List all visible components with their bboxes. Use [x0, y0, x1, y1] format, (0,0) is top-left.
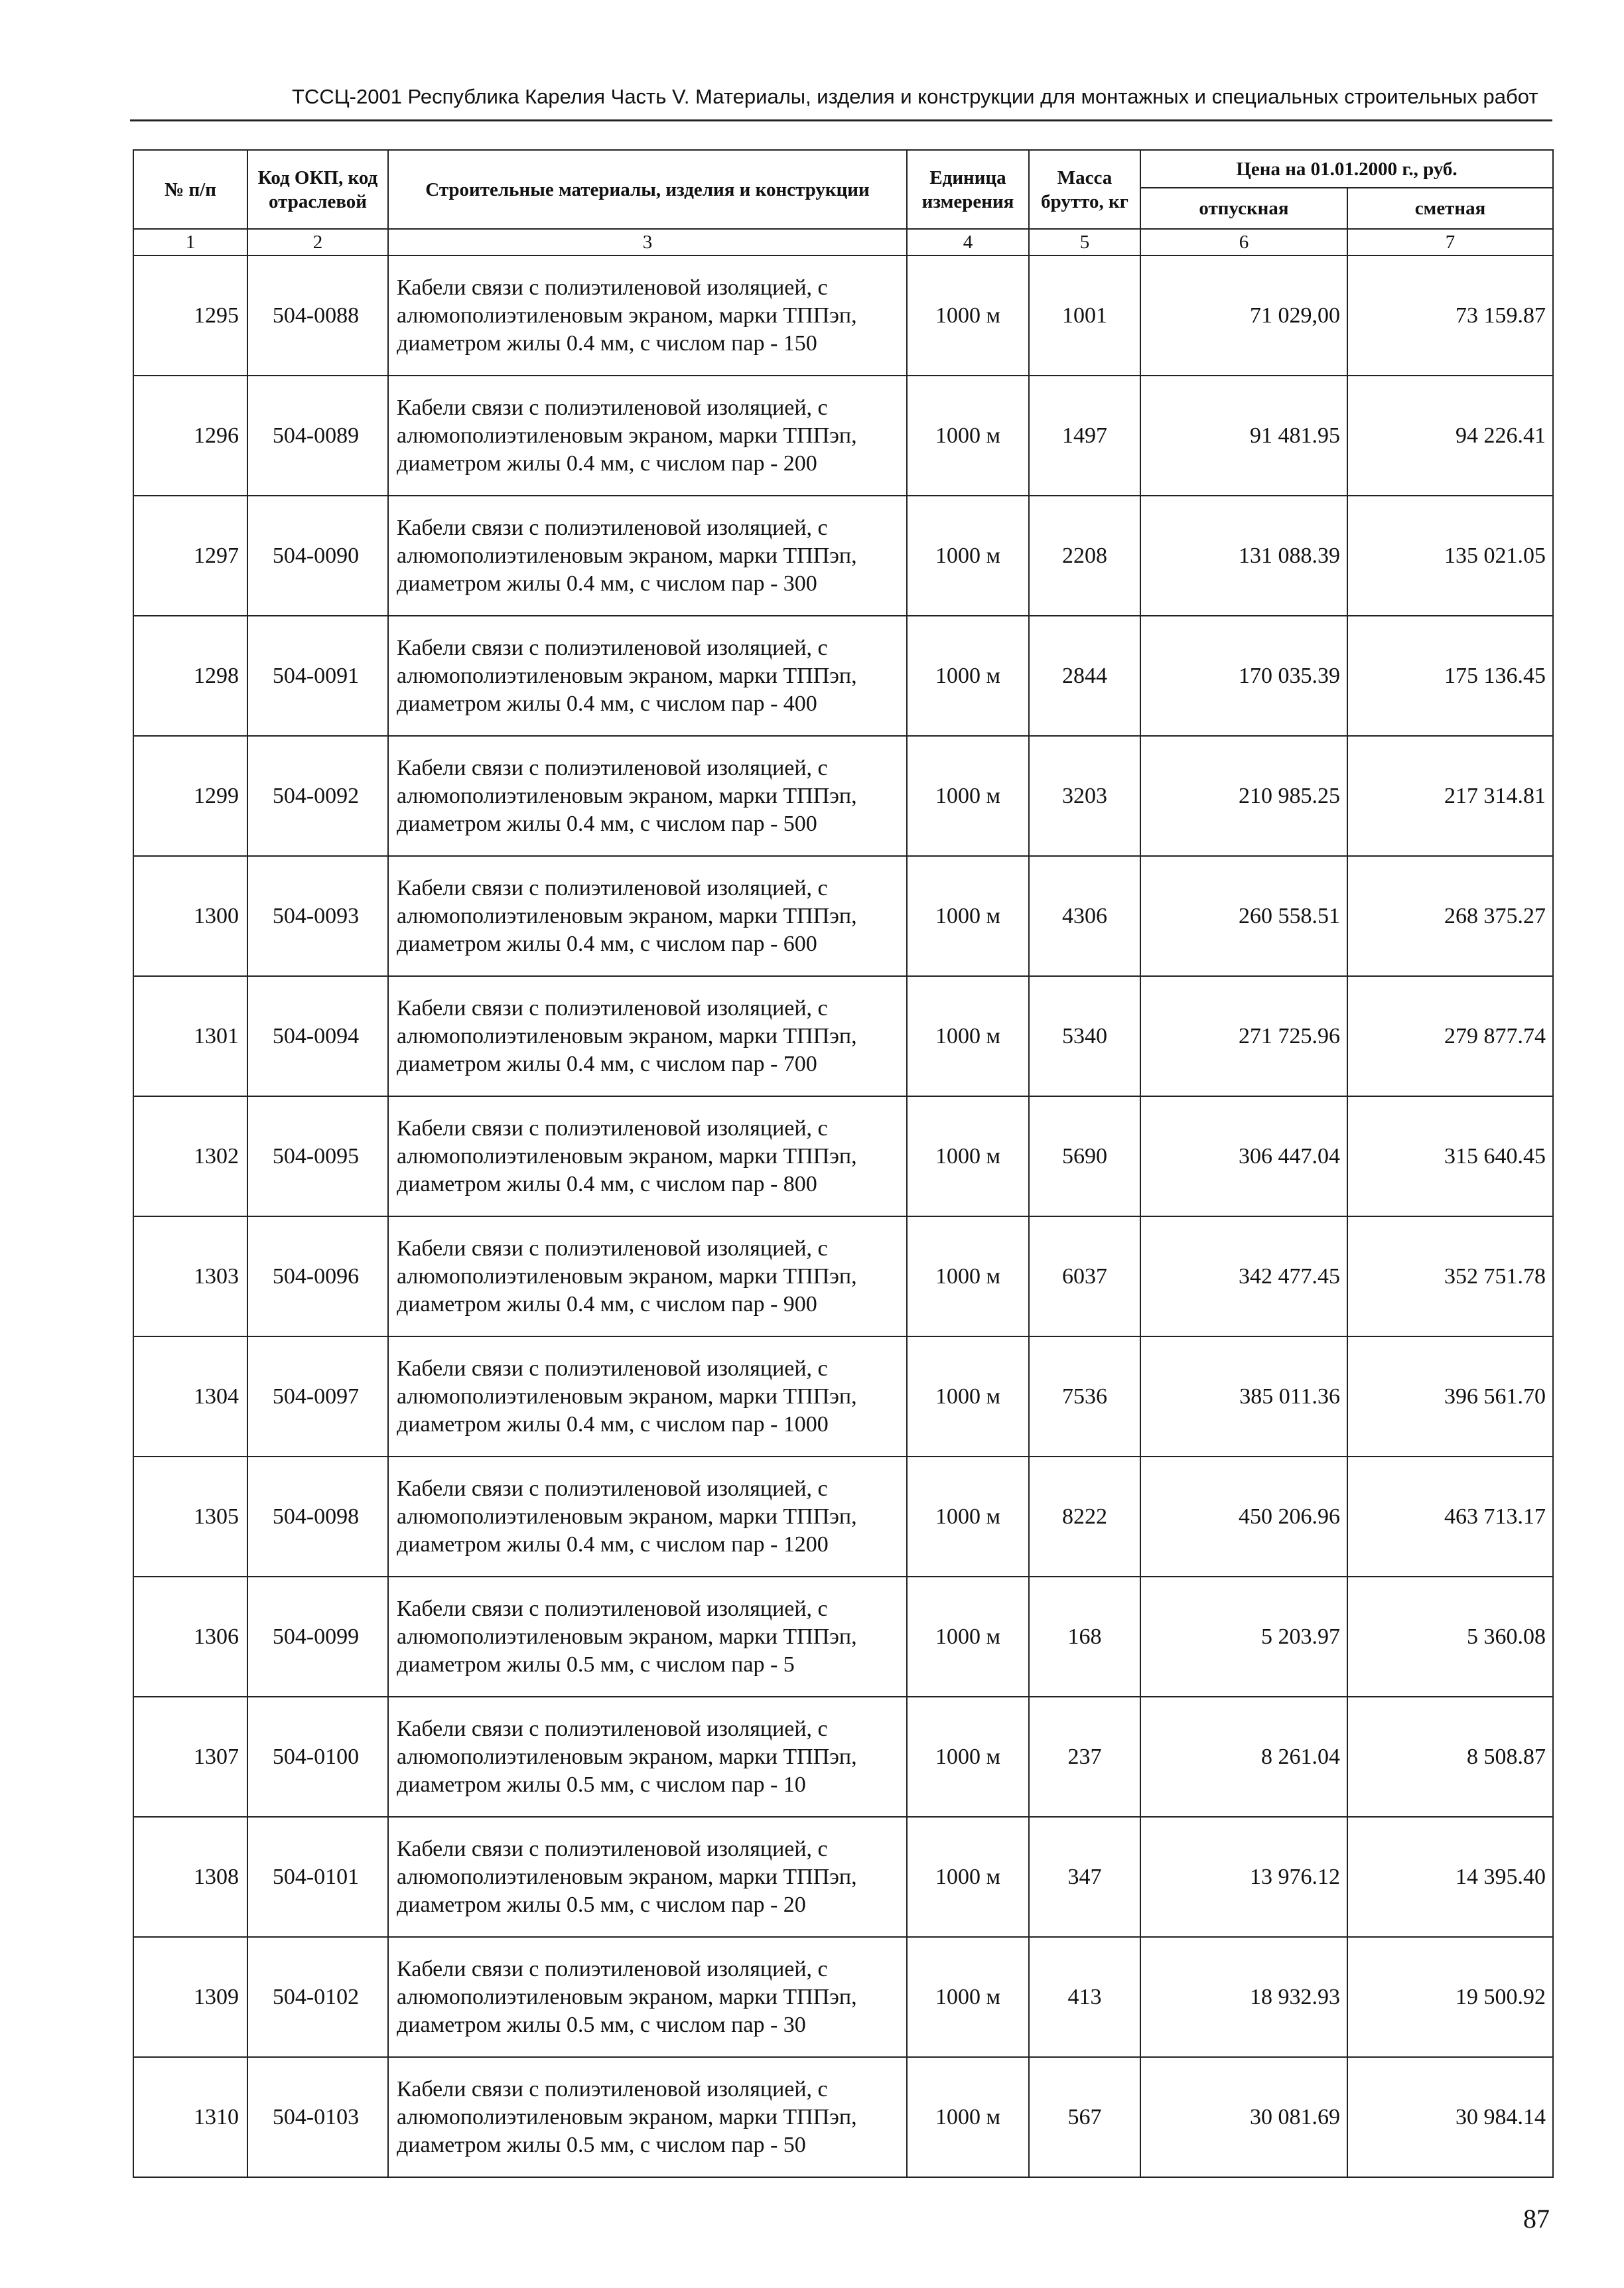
row-code: 504-0093 [247, 856, 388, 976]
row-description: Кабели связи с полиэтиленовой изоляцией, с алюмополиэтиленовым экраном, марки ТППэп, диаметром жилы 0.4 мм, с числом пар - 500 [388, 736, 907, 856]
row-release-price: 8 261.04 [1140, 1697, 1347, 1817]
row-release-price: 18 932.93 [1140, 1937, 1347, 2057]
row-unit: 1000 м [907, 976, 1029, 1096]
row-release-price: 13 976.12 [1140, 1817, 1347, 1937]
row-unit: 1000 м [907, 616, 1029, 736]
row-code: 504-0100 [247, 1697, 388, 1817]
row-description: Кабели связи с полиэтиленовой изоляцией, с алюмополиэтиленовым экраном, марки ТППэп, диаметром жилы 0.4 мм, с числом пар - 300 [388, 496, 907, 616]
row-code: 504-0090 [247, 496, 388, 616]
row-description: Кабели связи с полиэтиленовой изоляцией, с алюмополиэтиленовым экраном, марки ТППэп, диаметром жилы 0.4 мм, с числом пар - 200 [388, 376, 907, 496]
row-code: 504-0097 [247, 1336, 388, 1457]
row-unit: 1000 м [907, 1457, 1029, 1577]
row-estimate-price: 175 136.45 [1347, 616, 1553, 736]
table-row [133, 976, 1553, 1096]
row-number: 1300 [133, 856, 247, 976]
row-estimate-price: 73 159.87 [1347, 255, 1553, 376]
row-description: Кабели связи с полиэтиленовой изоляцией, с алюмополиэтиленовым экраном, марки ТППэп, диаметром жилы 0.5 мм, с числом пар - 10 [388, 1697, 907, 1817]
table-row [133, 2057, 1553, 2177]
row-description: Кабели связи с полиэтиленовой изоляцией, с алюмополиэтиленовым экраном, марки ТППэп, диаметром жилы 0.4 мм, с числом пар - 900 [388, 1216, 907, 1336]
page-header-title: ТССЦ-2001 Республика Карелия Часть V. Материалы, изделия и конструкции для монтажных и специальных строительных работ [292, 85, 1538, 108]
row-estimate-price: 396 561.70 [1347, 1336, 1553, 1457]
row-description: Кабели связи с полиэтиленовой изоляцией, с алюмополиэтиленовым экраном, марки ТППэп, диаметром жилы 0.5 мм, с числом пар - 30 [388, 1937, 907, 2057]
row-number: 1297 [133, 496, 247, 616]
row-unit: 1000 м [907, 1577, 1029, 1697]
row-unit: 1000 м [907, 376, 1029, 496]
row-unit: 1000 м [907, 255, 1029, 376]
row-mass: 1001 [1029, 255, 1140, 376]
row-mass: 567 [1029, 2057, 1140, 2177]
row-estimate-price: 217 314.81 [1347, 736, 1553, 856]
row-estimate-price: 463 713.17 [1347, 1457, 1553, 1577]
row-mass: 237 [1029, 1697, 1140, 1817]
row-number: 1304 [133, 1336, 247, 1457]
row-code: 504-0094 [247, 976, 388, 1096]
row-unit: 1000 м [907, 1336, 1029, 1457]
row-number: 1301 [133, 976, 247, 1096]
row-number: 1305 [133, 1457, 247, 1577]
column-number: 5 [1029, 229, 1140, 255]
row-code: 504-0096 [247, 1216, 388, 1336]
table-row [133, 1577, 1553, 1697]
row-description: Кабели связи с полиэтиленовой изоляцией, с алюмополиэтиленовым экраном, марки ТППэп, диаметром жилы 0.4 мм, с числом пар - 1000 [388, 1336, 907, 1457]
header-mass: Масса брутто, кг [1029, 150, 1140, 229]
row-release-price: 271 725.96 [1140, 976, 1347, 1096]
row-mass: 5340 [1029, 976, 1140, 1096]
table-row [133, 1697, 1553, 1817]
table-row [133, 1457, 1553, 1577]
table-row [133, 1096, 1553, 1216]
row-code: 504-0088 [247, 255, 388, 376]
row-description: Кабели связи с полиэтиленовой изоляцией, с алюмополиэтиленовым экраном, марки ТППэп, диаметром жилы 0.4 мм, с числом пар - 400 [388, 616, 907, 736]
row-estimate-price: 268 375.27 [1347, 856, 1553, 976]
row-number: 1302 [133, 1096, 247, 1216]
row-number: 1295 [133, 255, 247, 376]
row-release-price: 342 477.45 [1140, 1216, 1347, 1336]
row-mass: 413 [1029, 1937, 1140, 2057]
row-mass: 3203 [1029, 736, 1140, 856]
row-code: 504-0089 [247, 376, 388, 496]
row-estimate-price: 94 226.41 [1347, 376, 1553, 496]
column-number: 6 [1140, 229, 1347, 255]
row-unit: 1000 м [907, 856, 1029, 976]
row-code: 504-0095 [247, 1096, 388, 1216]
column-number: 4 [907, 229, 1029, 255]
row-mass: 5690 [1029, 1096, 1140, 1216]
row-estimate-price: 8 508.87 [1347, 1697, 1553, 1817]
header-num: № п/п [133, 150, 247, 229]
row-release-price: 260 558.51 [1140, 856, 1347, 976]
row-unit: 1000 м [907, 1937, 1029, 2057]
row-code: 504-0092 [247, 736, 388, 856]
row-description: Кабели связи с полиэтиленовой изоляцией, с алюмополиэтиленовым экраном, марки ТППэп, диаметром жилы 0.5 мм, с числом пар - 20 [388, 1817, 907, 1937]
row-release-price: 210 985.25 [1140, 736, 1347, 856]
row-number: 1299 [133, 736, 247, 856]
row-mass: 7536 [1029, 1336, 1140, 1457]
row-release-price: 131 088.39 [1140, 496, 1347, 616]
row-description: Кабели связи с полиэтиленовой изоляцией, с алюмополиэтиленовым экраном, марки ТППэп, диаметром жилы 0.5 мм, с числом пар - 50 [388, 2057, 907, 2177]
row-number: 1309 [133, 1937, 247, 2057]
table-body [133, 255, 1553, 2177]
row-mass: 6037 [1029, 1216, 1140, 1336]
row-release-price: 71 029,00 [1140, 255, 1347, 376]
row-description: Кабели связи с полиэтиленовой изоляцией, с алюмополиэтиленовым экраном, марки ТППэп, диаметром жилы 0.4 мм, с числом пар - 700 [388, 976, 907, 1096]
row-unit: 1000 м [907, 1817, 1029, 1937]
row-estimate-price: 315 640.45 [1347, 1096, 1553, 1216]
table-row [133, 616, 1553, 736]
row-description: Кабели связи с полиэтиленовой изоляцией, с алюмополиэтиленовым экраном, марки ТППэп, диаметром жилы 0.5 мм, с числом пар - 5 [388, 1577, 907, 1697]
row-release-price: 5 203.97 [1140, 1577, 1347, 1697]
table-row [133, 255, 1553, 376]
table-row [133, 1937, 1553, 2057]
row-unit: 1000 м [907, 496, 1029, 616]
row-number: 1303 [133, 1216, 247, 1336]
row-unit: 1000 м [907, 1216, 1029, 1336]
header-release-price: отпускная [1140, 188, 1347, 229]
row-estimate-price: 135 021.05 [1347, 496, 1553, 616]
row-release-price: 91 481.95 [1140, 376, 1347, 496]
row-estimate-price: 5 360.08 [1347, 1577, 1553, 1697]
row-number: 1308 [133, 1817, 247, 1937]
row-description: Кабели связи с полиэтиленовой изоляцией, с алюмополиэтиленовым экраном, марки ТППэп, диаметром жилы 0.4 мм, с числом пар - 1200 [388, 1457, 907, 1577]
column-number: 1 [133, 229, 247, 255]
table-row [133, 1817, 1553, 1937]
row-estimate-price: 279 877.74 [1347, 976, 1553, 1096]
page-number: 87 [1523, 2204, 1550, 2234]
table-row [133, 736, 1553, 856]
row-release-price: 170 035.39 [1140, 616, 1347, 736]
row-unit: 1000 м [907, 1697, 1029, 1817]
row-release-price: 306 447.04 [1140, 1096, 1347, 1216]
row-estimate-price: 352 751.78 [1347, 1216, 1553, 1336]
row-mass: 1497 [1029, 376, 1140, 496]
row-number: 1306 [133, 1577, 247, 1697]
row-release-price: 385 011.36 [1140, 1336, 1347, 1457]
row-code: 504-0103 [247, 2057, 388, 2177]
header-price-group: Цена на 01.01.2000 г., руб. [1140, 150, 1553, 188]
row-code: 504-0098 [247, 1457, 388, 1577]
row-number: 1298 [133, 616, 247, 736]
row-estimate-price: 14 395.40 [1347, 1817, 1553, 1937]
column-number: 3 [388, 229, 907, 255]
row-code: 504-0099 [247, 1577, 388, 1697]
row-mass: 168 [1029, 1577, 1140, 1697]
row-description: Кабели связи с полиэтиленовой изоляцией, с алюмополиэтиленовым экраном, марки ТППэп, диаметром жилы 0.4 мм, с числом пар - 150 [388, 255, 907, 376]
row-description: Кабели связи с полиэтиленовой изоляцией, с алюмополиэтиленовым экраном, марки ТППэп, диаметром жилы 0.4 мм, с числом пар - 800 [388, 1096, 907, 1216]
header-estimate-price: сметная [1347, 188, 1553, 229]
table-row [133, 496, 1553, 616]
column-number: 2 [247, 229, 388, 255]
row-estimate-price: 30 984.14 [1347, 2057, 1553, 2177]
row-unit: 1000 м [907, 2057, 1029, 2177]
row-mass: 2208 [1029, 496, 1140, 616]
row-number: 1307 [133, 1697, 247, 1817]
column-number: 7 [1347, 229, 1553, 255]
row-code: 504-0091 [247, 616, 388, 736]
row-unit: 1000 м [907, 736, 1029, 856]
header-divider [130, 119, 1552, 121]
row-unit: 1000 м [907, 1096, 1029, 1216]
row-code: 504-0102 [247, 1937, 388, 2057]
row-mass: 2844 [1029, 616, 1140, 736]
row-number: 1310 [133, 2057, 247, 2177]
table-row [133, 376, 1553, 496]
row-release-price: 450 206.96 [1140, 1457, 1347, 1577]
row-mass: 347 [1029, 1817, 1140, 1937]
row-mass: 8222 [1029, 1457, 1140, 1577]
row-estimate-price: 19 500.92 [1347, 1937, 1553, 2057]
header-description: Строительные материалы, изделия и конструкции [388, 150, 907, 229]
price-table [133, 149, 1554, 2178]
row-release-price: 30 081.69 [1140, 2057, 1347, 2177]
table-row [133, 1216, 1553, 1336]
table-row [133, 1336, 1553, 1457]
row-number: 1296 [133, 376, 247, 496]
table-row [133, 856, 1553, 976]
header-code: Код ОКП, код отраслевой [247, 150, 388, 229]
header-unit: Единица измерения [907, 150, 1029, 229]
row-description: Кабели связи с полиэтиленовой изоляцией, с алюмополиэтиленовым экраном, марки ТППэп, диаметром жилы 0.4 мм, с числом пар - 600 [388, 856, 907, 976]
row-mass: 4306 [1029, 856, 1140, 976]
row-code: 504-0101 [247, 1817, 388, 1937]
